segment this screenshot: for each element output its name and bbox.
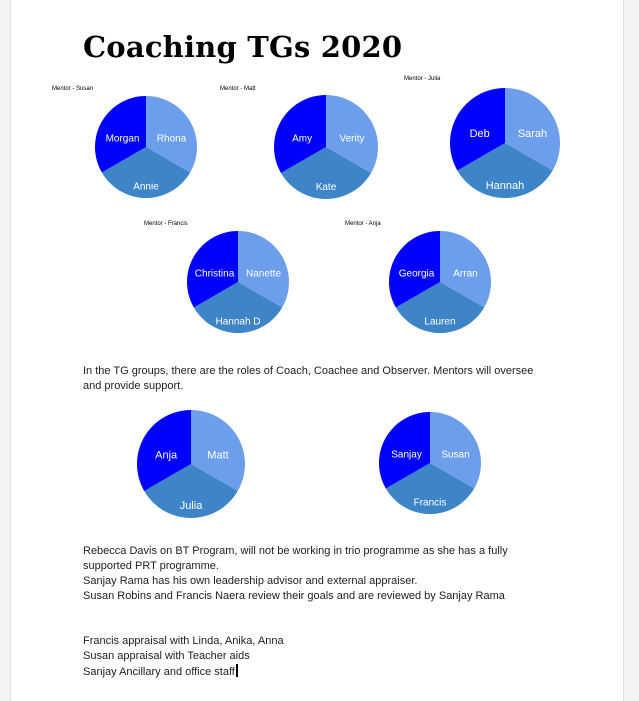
pie-chart-mentors[interactable] [137,410,245,518]
pie-label-right: Nanette [245,268,282,280]
pie-label-right: Sarah [517,128,548,141]
mentor-label-julia: Mentor - Julia [404,76,441,82]
pie-label-right: Susan [441,449,470,461]
notes-block [83,544,553,604]
appraisal-susan: Susan appraisal with Teacher aids [83,650,250,662]
pie-label-left: Christina [194,268,235,280]
appraisal-sanjay: Sanjay Ancillary and office staff [83,664,553,680]
scrollbar-track[interactable] [625,0,639,701]
pie-label-right: Rhona [156,133,187,145]
pie-label-bottom: Hannah [485,179,525,192]
mentor-label-anja: Mentor - Anja [345,221,381,227]
pie-label-bottom: Kate [315,182,337,194]
pie-chart-leaders[interactable] [379,412,481,514]
pie-label-bottom: Francis [413,497,447,509]
text-cursor [236,664,238,677]
pie-chart-group-francis[interactable] [187,231,289,333]
pie-label-bottom: Lauren [424,316,456,328]
note-rebecca: Rebecca Davis on BT Program, will not be working in trio programme as she has a fully supported PRT programme. [83,545,508,572]
pie-label-right: Matt [207,449,229,462]
pie-chart-group-anja[interactable] [389,231,491,333]
mentor-label-matt: Mentor - Matt [220,86,256,92]
document-title: Coaching TGs 2020 [83,30,403,64]
pie-label-bottom: Annie [133,181,159,193]
pie-label-left: Amy [292,133,313,145]
pie-label-right: Arran [453,268,478,280]
pie-label-left: Deb [469,128,490,141]
note-sanjay: Sanjay Rama has his own leadership advisor and external appraiser. [83,575,418,587]
pie-chart-group-susan[interactable] [95,96,197,198]
appraisals-block [83,634,553,680]
pie-label-left: Sanjay [391,449,422,461]
pie-label-bottom: Julia [179,500,203,513]
pie-label-right: Verity [339,133,365,145]
appraisal-francis: Francis appraisal with Linda, Anika, Anna [83,635,284,647]
pie-chart-group-julia[interactable] [450,88,560,198]
pie-label-bottom: Hannah D [215,316,261,328]
intro-paragraph: In the TG groups, there are the roles of Coach, Coachee and Observer. Mentors will oversee and provide support. [83,365,534,392]
pie-label-left: Georgia [398,268,435,280]
document-page[interactable] [10,0,624,701]
note-review: Susan Robins and Francis Naera review their goals and are reviewed by Sanjay Rama [83,590,505,602]
pie-label-left: Anja [155,449,178,462]
pie-label-left: Morgan [105,133,140,145]
mentor-label-francis: Mentor - Francis [144,221,188,227]
mentor-label-susan: Mentor - Susan [52,86,94,92]
pie-chart-group-matt[interactable] [274,95,378,199]
